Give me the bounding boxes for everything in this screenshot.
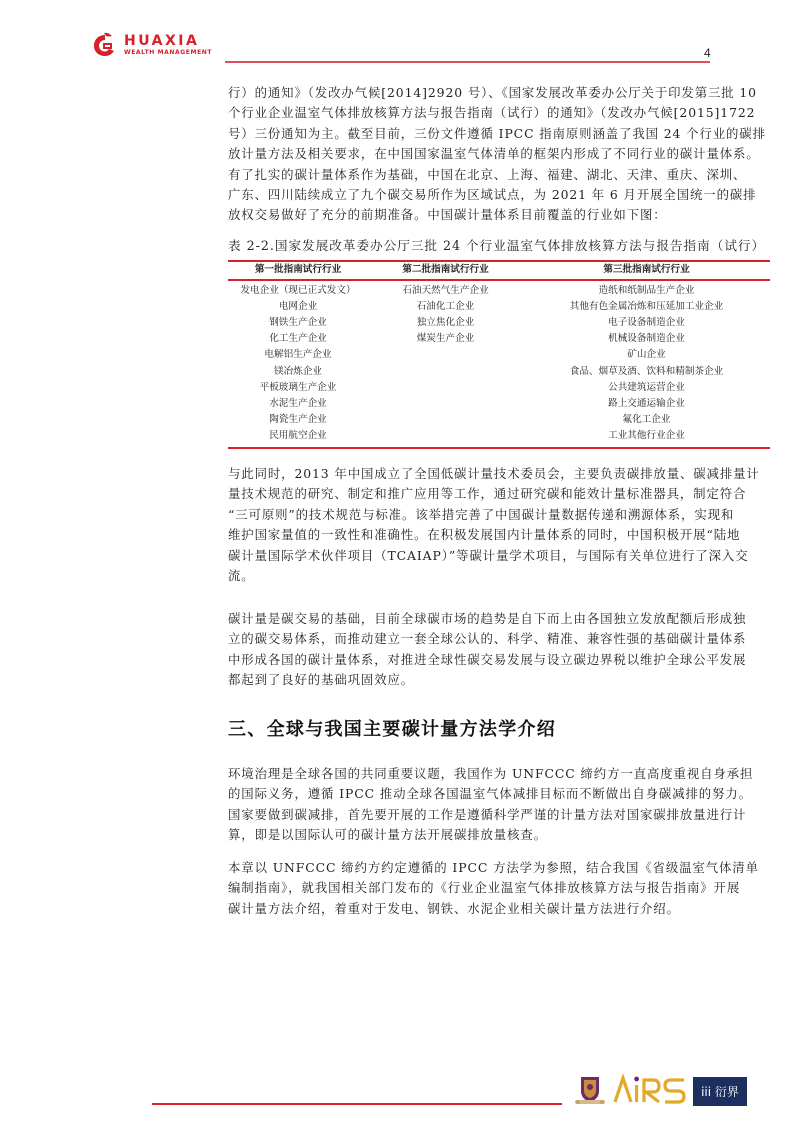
text-line: 流。 <box>228 568 255 584</box>
text-line: 算，即是以国际认可的碳计量方法开展碳排放量核查。 <box>228 827 547 843</box>
table-cell: 造纸和纸制品生产企业 <box>598 284 695 296</box>
table-cell: 电解铝生产企业 <box>264 349 332 361</box>
huaxia-logo-mark-icon <box>92 32 118 58</box>
table-cell: 食品、烟草及酒、饮料和精制茶企业 <box>569 365 724 377</box>
table-column-batch-1 <box>228 283 368 445</box>
table-cell: 煤炭生产企业 <box>416 333 475 345</box>
table-cell: 工业其他行业企业 <box>608 430 685 442</box>
table-cell: 镁冶炼企业 <box>274 365 322 377</box>
page-number: 4 <box>704 46 711 60</box>
text-line: 环境治理是全球各国的共同重要议题，我国作为 UNFCCC 缔约方一直高度重视自身承担 <box>228 766 754 781</box>
text-line: “三可原则”的技术规范与标准。该举措完善了中国碳计量数据传递和溯源体系，实现和 <box>228 506 735 522</box>
table-cell: 电网企业 <box>278 300 318 312</box>
text-line: 广东、四川陆续成立了九个碳交易所作为区域试点，为 2021 年 6 月开展全国统一的碳排 <box>228 187 757 203</box>
paragraph-1 <box>228 83 770 226</box>
table-cell: 钢铁生产企业 <box>269 316 327 328</box>
cuhk-crest-icon <box>573 1075 607 1107</box>
text-line: 放计量方法及相关要求，在中国国家温室气体清单的框架内形成了不同行业的碳计量体系。 <box>228 146 760 162</box>
paragraph-3 <box>228 609 770 691</box>
text-line: 的国际义务，遵循 IPCC 推动全球各国温室气体减排目标而不断做出自身碳减排的努力。 <box>228 786 752 802</box>
table-column-batch-3 <box>523 283 770 445</box>
text-line: 国家要做到碳减排，首先要开展的工作是遵循科学严谨的计量方法对国家碳排放量进行计 <box>228 806 747 822</box>
brand-name: HUAXIA <box>124 33 200 49</box>
table-cell: 独立焦化企业 <box>416 316 475 328</box>
table-cell: 民用航空企业 <box>269 430 327 442</box>
huaxia-logo <box>92 30 212 60</box>
table-cell: 其他有色金属冶炼和压延加工业企业 <box>569 300 724 312</box>
text-line: 中形成各国的碳计量体系，对推进全球性碳交易发展与设立碳边界税以维护全球公平发展 <box>228 651 747 667</box>
table-column-batch-2 <box>368 283 523 445</box>
table-cell: 矿山企业 <box>627 349 666 361</box>
paragraph-4 <box>228 764 770 846</box>
industry-table <box>228 260 770 449</box>
table-header-batch-3: 第三批指南试行行业 <box>603 264 690 276</box>
table-cell: 陶瓷生产企业 <box>269 414 327 426</box>
table-cell: 路上交通运输企业 <box>608 397 685 409</box>
text-line: 号）三份通知为主。截至目前，三份文件遵循 IPCC 指南原则涵盖了我国 24 个行业的碳排 <box>228 125 766 141</box>
table-cell: 石油化工企业 <box>416 300 475 312</box>
text-line: 立的碳交易体系，而推动建立一套全球公认的、科学、精准、兼容性强的基础碳计量体系 <box>228 631 747 647</box>
table-body <box>228 281 770 447</box>
table-cell: 石油天然气生产企业 <box>402 284 489 296</box>
text-line: 行）的通知》（发改办气候[2014]2920 号）、《国家发展改革委办公厅关于印发第三批 10 <box>228 85 757 100</box>
header-divider <box>225 61 710 63</box>
text-line: 本章以 UNFCCC 缔约方约定遵循的 IPCC 方法学为参照，结合我国《省级温室气体清单 <box>228 860 759 875</box>
table-cell: 水泥生产企业 <box>269 397 327 409</box>
text-line: 有了扎实的碳计量体系作为基础，中国在北京、上海、福建、湖北、天津、重庆、深圳、 <box>228 166 747 182</box>
table-cell: 电子设备制造企业 <box>608 316 685 328</box>
paragraph-2 <box>228 464 770 586</box>
table-cell: 化工生产企业 <box>269 333 327 345</box>
table-caption: 表 2-2.国家发展改革委办公厅三批 24 个行业温室气体排放核算方法与报告指南（试行） <box>228 238 766 253</box>
airs-logo <box>613 1074 687 1109</box>
text-line: 个行业企业温室气体排放核算方法与报告指南（试行）的通知》（发改办气候[2015]1722 <box>228 105 756 121</box>
text-line: 放权交易做好了充分的前期准备。中国碳计量体系目前覆盖的行业如下图： <box>228 207 667 223</box>
yanjie-logo: iii 衍界 <box>693 1077 747 1106</box>
table-cell: 公共建筑运营企业 <box>608 381 685 393</box>
brand-subtitle: WEALTH MANAGEMENT <box>124 49 213 56</box>
table-cell: 平板玻璃生产企业 <box>259 381 337 393</box>
table-header-row <box>228 262 770 279</box>
table-cell: 机械设备制造企业 <box>608 333 685 345</box>
table-cell: 氟化工企业 <box>622 414 671 426</box>
table-header-batch-1: 第一批指南试行行业 <box>254 264 342 276</box>
footer-logos <box>573 1073 747 1109</box>
paragraph-5 <box>228 858 770 919</box>
text-line: 都起到了良好的基础巩固效应。 <box>228 672 415 688</box>
table-header-batch-2: 第二批指南试行行业 <box>402 264 489 276</box>
table-bottom-rule <box>228 447 770 449</box>
text-line: 与此同时，2013 年中国成立了全国低碳计量技术委员会，主要负责碳排放量、碳减排量计 <box>228 466 760 481</box>
table-cell: 发电企业（现已正式发文） <box>240 284 356 296</box>
footer-divider <box>152 1103 562 1105</box>
text-line: 碳计量方法介绍，着重对于发电、钢铁、水泥企业相关碳计量方法进行介绍。 <box>228 900 680 916</box>
text-line: 编制指南》，就我国相关部门发布的《行业企业温室气体排放核算方法与报告指南》开展 <box>228 880 741 896</box>
text-line: 维护国家量值的一致性和准确性。在积极发展国内计量体系的同时，中国积极开展“陆地 <box>228 527 741 543</box>
section-heading: 三、全球与我国主要碳计量方法学介绍 <box>228 719 557 740</box>
text-line: 量技术规范的研究、制定和推广应用等工作，通过研究碳和能效计量标准器具，制定符合 <box>228 486 747 502</box>
text-line: 碳计量是碳交易的基础，目前全球碳市场的趋势是自下而上由各国独立发放配额后形成独 <box>228 611 747 626</box>
text-line: 碳计量国际学术伙伴项目（TCAIAP）”等碳计量学术项目，与国际有关单位进行了深入交 <box>228 547 749 563</box>
